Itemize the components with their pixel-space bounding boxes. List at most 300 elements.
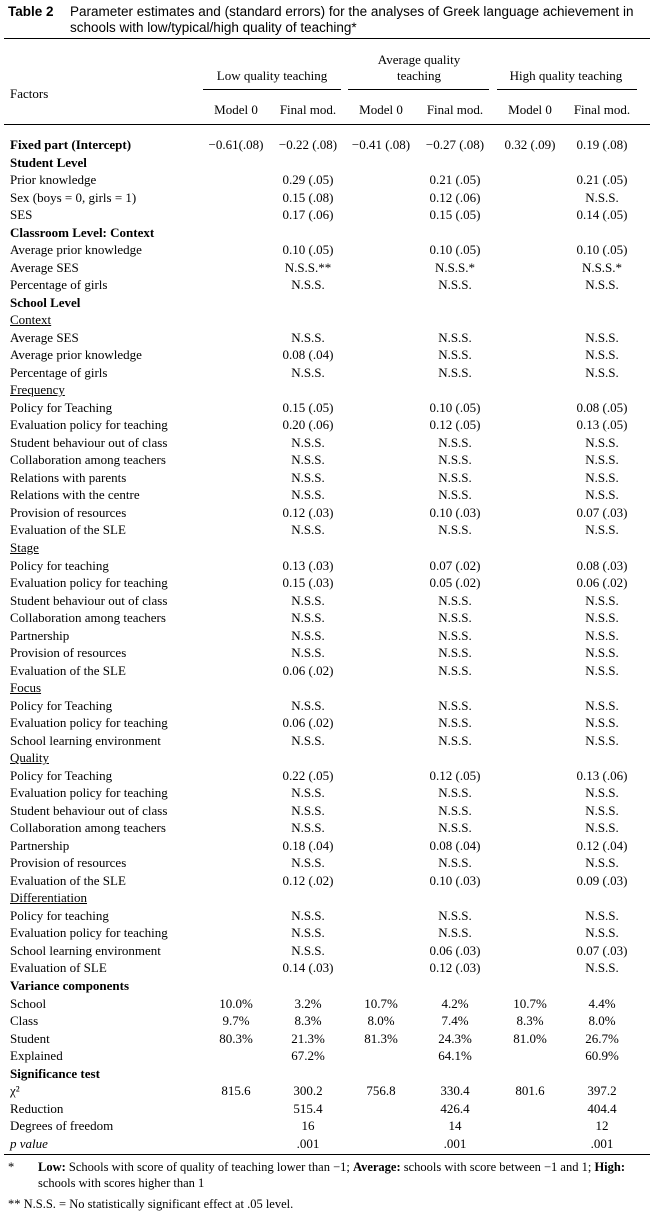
cell-col-2: N.S.S.: [291, 820, 325, 836]
cell-col-2: 0.06 (.02): [282, 662, 334, 678]
row-label: Evaluation of the SLE: [10, 522, 126, 538]
row-label: Policy for Teaching: [10, 399, 113, 415]
row-label: Evaluation policy for teaching: [10, 715, 168, 731]
cell-col-4: N.S.S.: [438, 434, 472, 450]
row-label: Reduction: [10, 1100, 64, 1116]
cell-col-2: 8.3%: [294, 1013, 322, 1028]
table-row: [0, 557, 658, 575]
row-label: School: [10, 995, 47, 1011]
cell-col-4: N.S.S.: [438, 347, 472, 363]
row-label: Student behaviour out of class: [10, 592, 168, 608]
cell-col-2: N.S.S.: [291, 452, 325, 468]
cell-col-2: 0.12 (.02): [282, 872, 334, 888]
table-row: [0, 276, 658, 294]
table-row: [0, 206, 658, 224]
table-row: [0, 346, 658, 364]
cell-col-2: N.S.S.: [291, 610, 325, 625]
cell-col-6: N.S.S.: [585, 802, 619, 818]
table-row: [0, 592, 658, 610]
cell-col-2: 0.15 (.03): [282, 575, 334, 590]
row-label: Context: [10, 312, 52, 328]
cell-col-6: N.S.S.: [585, 855, 619, 871]
row-label: Student: [10, 1030, 50, 1046]
row-label: Sex (boys = 0, girls = 1): [10, 189, 137, 205]
cell-col-4: N.S.S.: [438, 697, 472, 713]
cell-col-2: N.S.S.: [291, 434, 325, 450]
table-row: [0, 171, 658, 189]
cell-col-6: 0.13 (.05): [576, 417, 628, 433]
row-label: Average prior knowledge: [10, 347, 142, 363]
cell-col-6: N.S.S.: [585, 452, 619, 468]
cell-col-6: N.S.S.: [585, 925, 619, 941]
row-label: Evaluation policy for teaching: [10, 785, 168, 801]
table-row: [0, 627, 658, 645]
table-row: [0, 1117, 658, 1135]
cell-col-6: N.S.S.: [585, 960, 619, 976]
cell-col-4: 0.12 (.06): [429, 189, 481, 205]
row-label: School learning environment: [10, 732, 161, 748]
cell-col-2: 0.18 (.04): [282, 837, 334, 853]
header-model-1: Final mod.: [279, 102, 337, 117]
row-label: Variance components: [10, 978, 130, 993]
row-label: Frequency: [10, 382, 65, 398]
header-factors: Factors: [10, 86, 49, 101]
table-row: [0, 609, 658, 627]
row-label: Degrees of freedom: [10, 1118, 114, 1134]
cell-col-2: 0.15 (.08): [282, 189, 334, 205]
row-label: χ²: [10, 1083, 20, 1099]
cell-col-4: N.S.S.: [438, 592, 472, 608]
cell-col-2: N.S.S.: [291, 522, 325, 538]
cell-col-4: N.S.S.: [438, 645, 472, 661]
cell-col-6: N.S.S.: [585, 277, 619, 293]
row-label: Focus: [10, 680, 42, 696]
row-label: Significance test: [10, 1065, 100, 1081]
table-row: [0, 294, 658, 312]
table-row: [0, 329, 658, 347]
cell-col-2: N.S.S.: [291, 645, 325, 661]
cell-col-4: 14: [448, 1118, 462, 1134]
cell-col-4: 24.3%: [438, 1030, 472, 1046]
cell-col-4: 0.15 (.05): [429, 207, 481, 223]
cell-col-2: 67.2%: [291, 1048, 325, 1063]
table-row: [0, 732, 658, 750]
table-row: [0, 416, 658, 434]
footnote-2-text: N.S.S. = No statistically significant effect at .05 level.: [23, 1197, 294, 1211]
table-row: [0, 364, 658, 382]
row-label: Average SES: [10, 259, 79, 275]
row-label: Partnership: [10, 627, 70, 643]
cell-col-4: N.S.S.*: [434, 259, 476, 275]
cell-col-4: 0.07 (.02): [429, 557, 481, 573]
header-model-3: Final mod.: [426, 102, 484, 117]
cell-col-4: N.S.S.: [438, 452, 472, 468]
cell-col-6: 0.09 (.03): [576, 872, 628, 888]
cell-col-6: N.S.S.: [585, 732, 619, 748]
cell-col-6: 0.12 (.04): [576, 837, 628, 853]
row-label: Explained: [10, 1048, 63, 1063]
header-model-5: Final mod.: [573, 102, 631, 117]
footnote-average-text: schools with score between −1 and 1;: [400, 1160, 595, 1174]
footnote-1-mark: *: [8, 1160, 15, 1174]
cell-col-4: 426.4: [440, 1100, 470, 1116]
row-label: Percentage of girls: [10, 277, 108, 293]
cell-col-6: N.S.S.: [585, 627, 619, 643]
row-label: Average SES: [10, 329, 79, 345]
table-row: [0, 1065, 658, 1083]
cell-col-3: 756.8: [366, 1083, 396, 1099]
table-row: [0, 1030, 658, 1048]
cell-col-6: N.S.S.: [585, 434, 619, 450]
cell-col-2: .001: [296, 1135, 320, 1151]
footnote-low-text: Schools with score of quality of teaching lower than −1;: [65, 1160, 353, 1174]
group-rule-low: [203, 89, 341, 90]
cell-col-6: 4.4%: [588, 995, 616, 1011]
cell-col-4: 0.12 (.05): [429, 767, 481, 783]
row-label: School Level: [10, 294, 81, 310]
cell-col-6: 404.4: [587, 1100, 617, 1116]
row-label: Collaboration among teachers: [10, 820, 166, 836]
row-label: SES: [10, 207, 33, 223]
cell-col-4: N.S.S.: [438, 627, 472, 643]
cell-col-6: 0.08 (.05): [576, 399, 628, 415]
table-row: [0, 995, 658, 1013]
cell-col-2: 0.14 (.03): [282, 960, 334, 976]
cell-col-4: 0.05 (.02): [429, 575, 481, 590]
cell-col-2: N.S.S.: [291, 942, 325, 958]
cell-col-4: 0.21 (.05): [429, 172, 481, 187]
cell-col-2: 300.2: [293, 1083, 323, 1099]
row-label: Evaluation of SLE: [10, 960, 107, 976]
cell-col-4: 0.12 (.05): [429, 417, 481, 433]
cell-col-6: 60.9%: [585, 1048, 619, 1063]
cell-col-4: N.S.S.: [438, 364, 472, 380]
group-rule-average: [348, 89, 489, 90]
cell-col-6: N.S.S.: [585, 469, 619, 485]
cell-col-4: N.S.S.: [438, 610, 472, 625]
table-row: [0, 1012, 658, 1030]
table-row: [0, 1082, 658, 1100]
cell-col-5: 801.6: [515, 1083, 545, 1099]
cell-col-2: 0.15 (.05): [282, 399, 334, 415]
cell-col-6: N.S.S.: [585, 697, 619, 713]
cell-col-6: 8.0%: [588, 1013, 616, 1028]
cell-col-6: 26.7%: [585, 1030, 619, 1046]
table-row: [0, 311, 658, 329]
table-row: [0, 679, 658, 697]
cell-col-6: N.S.S.: [585, 487, 619, 503]
row-label: Evaluation policy for teaching: [10, 925, 168, 941]
cell-col-4: N.S.S.: [438, 329, 472, 345]
footnote-2: [8, 1196, 293, 1212]
cell-col-2: 21.3%: [291, 1030, 325, 1046]
table-row: [0, 644, 658, 662]
cell-col-2: N.S.S.: [291, 925, 325, 941]
row-label: Percentage of girls: [10, 364, 108, 380]
cell-col-2: N.S.S.: [291, 907, 325, 923]
row-label: Provision of resources: [10, 855, 127, 871]
table-row: [0, 749, 658, 767]
cell-col-2: N.S.S.: [291, 487, 325, 503]
row-label: Policy for Teaching: [10, 697, 113, 713]
table-row: [0, 714, 658, 732]
table-row: [0, 381, 658, 399]
table-row: [0, 1135, 658, 1153]
header-model-0: Model 0: [214, 102, 258, 117]
cell-col-2: 0.10 (.05): [282, 242, 334, 258]
table-row: [0, 434, 658, 452]
table-row: [0, 854, 658, 872]
footnote-high-text: schools with scores higher than 1: [38, 1176, 205, 1190]
cell-col-4: N.S.S.: [438, 662, 472, 678]
cell-col-2: N.S.S.: [291, 329, 325, 345]
cell-col-6: N.S.S.*: [581, 259, 623, 275]
cell-col-2: 16: [301, 1118, 315, 1134]
cell-col-4: 0.10 (.03): [429, 504, 481, 520]
cell-col-3: −0.41 (.08): [351, 137, 411, 152]
cell-col-4: N.S.S.: [438, 732, 472, 748]
cell-col-3: 8.0%: [367, 1013, 395, 1028]
cell-col-2: N.S.S.: [291, 732, 325, 748]
cell-col-4: N.S.S.: [438, 820, 472, 836]
cell-col-2: N.S.S.: [291, 364, 325, 380]
table-row: [0, 697, 658, 715]
cell-col-6: .001: [590, 1135, 614, 1151]
table-row: [0, 907, 658, 925]
cell-col-1: 9.7%: [222, 1013, 250, 1028]
row-label: p value: [10, 1135, 48, 1151]
cell-col-6: N.S.S.: [585, 364, 619, 380]
footnote-high-label: High:: [594, 1160, 626, 1174]
table-row: [0, 486, 658, 504]
cell-col-2: 0.12 (.03): [282, 504, 334, 520]
cell-col-6: N.S.S.: [585, 347, 619, 363]
row-label: Policy for teaching: [10, 557, 109, 573]
cell-col-6: N.S.S.: [585, 662, 619, 678]
row-label: Evaluation of the SLE: [10, 872, 126, 888]
footnote-average-label: Average:: [352, 1160, 401, 1174]
cell-col-4: N.S.S.: [438, 715, 472, 731]
row-label: School learning environment: [10, 942, 161, 958]
cell-col-4: 0.10 (.03): [429, 872, 481, 888]
cell-col-2: −0.22 (.08): [278, 137, 338, 152]
cell-col-4: 330.4: [440, 1083, 470, 1099]
cell-col-2: N.S.S.: [291, 697, 325, 713]
cell-col-5: 8.3%: [516, 1013, 544, 1028]
table-row: [0, 539, 658, 557]
cell-col-4: N.S.S.: [438, 907, 472, 923]
cell-col-6: 0.21 (.05): [576, 172, 628, 187]
cell-col-6: N.S.S.: [585, 610, 619, 625]
table-row: [0, 767, 658, 785]
cell-col-3: 81.3%: [364, 1030, 398, 1046]
table-row: [0, 504, 658, 522]
cell-col-2: N.S.S.: [291, 627, 325, 643]
cell-col-6: 397.2: [587, 1083, 617, 1099]
table-row: [0, 1047, 658, 1065]
top-rule: [4, 38, 650, 39]
table-row: [0, 924, 658, 942]
table-row: [0, 959, 658, 977]
cell-col-2: N.S.S.: [291, 469, 325, 485]
cell-col-2: 0.20 (.06): [282, 417, 334, 433]
table-row: [0, 189, 658, 207]
header-group-low: Low quality teaching: [216, 68, 328, 83]
row-label: Evaluation policy for teaching: [10, 575, 168, 590]
cell-col-1: −0.61(.08): [208, 137, 264, 152]
row-label: Prior knowledge: [10, 172, 97, 187]
cell-col-6: N.S.S.: [585, 592, 619, 608]
row-label: Student behaviour out of class: [10, 434, 168, 450]
cell-col-4: N.S.S.: [438, 487, 472, 503]
table-row: [0, 819, 658, 837]
cell-col-1: 80.3%: [219, 1030, 253, 1046]
cell-col-6: N.S.S.: [585, 329, 619, 345]
footnote-low-label: Low:: [38, 1160, 66, 1174]
cell-col-4: 0.12 (.03): [429, 960, 481, 976]
cell-col-4: N.S.S.: [438, 855, 472, 871]
cell-col-2: 0.29 (.05): [282, 172, 334, 187]
table-row: [0, 136, 658, 154]
header-model-2: Model 0: [359, 102, 403, 117]
cell-col-4: 64.1%: [438, 1048, 472, 1063]
table-row: [0, 889, 658, 907]
table-row: [0, 469, 658, 487]
table-row: [0, 1100, 658, 1118]
cell-col-4: N.S.S.: [438, 925, 472, 941]
cell-col-2: N.S.S.: [291, 277, 325, 293]
row-label: Quality: [10, 750, 49, 766]
table-title: Parameter estimates and (standard errors) for the analyses of Greek language achievement in schools with low/typical/high quality of teaching*: [70, 4, 634, 35]
cell-col-6: 0.08 (.03): [576, 557, 628, 573]
cell-col-5: 81.0%: [513, 1030, 547, 1046]
cell-col-6: N.S.S.: [585, 715, 619, 731]
group-rule-high: [497, 89, 637, 90]
table-row: [0, 942, 658, 960]
cell-col-2: N.S.S.**: [284, 259, 332, 275]
cell-col-1: 10.0%: [219, 995, 253, 1011]
row-label: Provision of resources: [10, 645, 127, 661]
cell-col-6: 0.10 (.05): [576, 242, 628, 258]
table-row: [0, 872, 658, 890]
cell-col-6: N.S.S.: [585, 645, 619, 661]
table-row: [0, 154, 658, 172]
cell-col-2: 0.22 (.05): [282, 767, 334, 783]
cell-col-4: 0.06 (.03): [429, 942, 481, 958]
cell-col-4: .001: [443, 1135, 467, 1151]
row-label: Student Level: [10, 154, 87, 170]
row-label: Collaboration among teachers: [10, 452, 166, 468]
row-label: Evaluation of the SLE: [10, 662, 126, 678]
table-row: [0, 977, 658, 995]
header-group-high: High quality teaching: [509, 68, 623, 83]
row-label: Stage: [10, 540, 39, 555]
cell-col-2: 0.08 (.04): [282, 347, 334, 363]
cell-col-1: 815.6: [221, 1083, 251, 1099]
row-label: Average prior knowledge: [10, 242, 142, 258]
table-row: [0, 451, 658, 469]
row-label: Partnership: [10, 837, 70, 853]
cell-col-6: N.S.S.: [585, 907, 619, 923]
cell-col-4: 4.2%: [441, 995, 469, 1011]
table-row: [0, 241, 658, 259]
cell-col-4: 0.08 (.04): [429, 837, 481, 853]
cell-col-5: 10.7%: [513, 995, 547, 1011]
header-rule: [4, 124, 650, 125]
table-row: [0, 399, 658, 417]
cell-col-6: 0.07 (.03): [576, 504, 628, 520]
cell-col-2: 0.13 (.03): [282, 557, 334, 573]
table-row: [0, 224, 658, 242]
cell-col-2: N.S.S.: [291, 785, 325, 801]
table-row: [0, 521, 658, 539]
row-label: Policy for Teaching: [10, 767, 113, 783]
cell-col-4: N.S.S.: [438, 522, 472, 538]
cell-col-6: 0.06 (.02): [576, 575, 628, 590]
cell-col-2: 0.17 (.06): [282, 207, 334, 223]
cell-col-3: 10.7%: [364, 995, 398, 1011]
cell-col-6: 0.13 (.06): [576, 767, 628, 783]
cell-col-2: N.S.S.: [291, 592, 325, 608]
cell-col-6: N.S.S.: [585, 785, 619, 801]
row-label: Provision of resources: [10, 504, 127, 520]
row-label: Policy for teaching: [10, 907, 109, 923]
table-row: [0, 802, 658, 820]
row-label: Collaboration among teachers: [10, 610, 166, 625]
header-group-average: Average quality teaching: [377, 52, 461, 83]
table-row: [0, 784, 658, 802]
row-label: Relations with parents: [10, 469, 127, 485]
cell-col-6: N.S.S.: [585, 820, 619, 836]
row-label: Evaluation policy for teaching: [10, 417, 168, 433]
cell-col-4: 0.10 (.05): [429, 399, 481, 415]
bottom-rule: [4, 1154, 650, 1155]
cell-col-6: 0.14 (.05): [576, 207, 628, 223]
cell-col-4: 0.10 (.05): [429, 242, 481, 258]
footnote-2-mark: **: [8, 1197, 21, 1211]
cell-col-2: 0.06 (.02): [282, 715, 334, 731]
cell-col-4: N.S.S.: [438, 469, 472, 485]
cell-col-5: 0.32 (.09): [504, 137, 556, 152]
cell-col-4: N.S.S.: [438, 802, 472, 818]
cell-col-2: 3.2%: [294, 995, 322, 1011]
cell-col-4: 7.4%: [441, 1013, 469, 1028]
header-model-4: Model 0: [508, 102, 552, 117]
cell-col-6: 0.19 (.08): [576, 137, 628, 152]
table-label: Table 2: [8, 4, 54, 19]
table-row: [0, 837, 658, 855]
table-row: [0, 574, 658, 592]
table-row: [0, 259, 658, 277]
cell-col-6: N.S.S.: [585, 522, 619, 538]
cell-col-2: N.S.S.: [291, 855, 325, 871]
table-row: [0, 662, 658, 680]
cell-col-6: 12: [595, 1118, 609, 1134]
row-label: Classroom Level: Context: [10, 224, 155, 240]
row-label: Class: [10, 1013, 39, 1028]
cell-col-2: 515.4: [293, 1100, 323, 1116]
row-label: Fixed part (Intercept): [10, 137, 132, 152]
cell-col-6: 0.07 (.03): [576, 942, 628, 958]
cell-col-6: N.S.S.: [585, 189, 619, 205]
row-label: Student behaviour out of class: [10, 802, 168, 818]
footnote-1-text: [38, 1159, 648, 1191]
cell-col-2: N.S.S.: [291, 802, 325, 818]
row-label: Differentiation: [10, 890, 88, 906]
cell-col-4: −0.27 (.08): [425, 137, 485, 152]
row-label: Relations with the centre: [10, 487, 140, 503]
cell-col-4: N.S.S.: [438, 277, 472, 293]
